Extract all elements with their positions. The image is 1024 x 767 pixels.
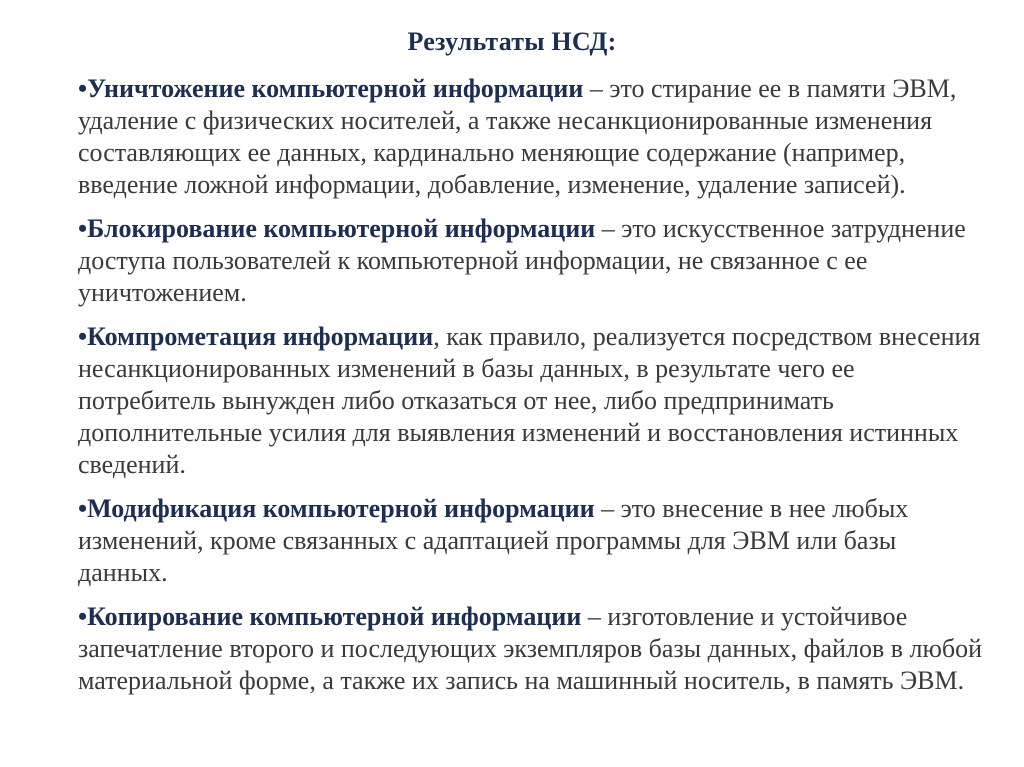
definition-blocking: – это искусственное затруднение доступа пользователей к компьютерной информации, не связанное с ее уничтожением. bbox=[78, 214, 966, 307]
list-item-blocking bbox=[78, 213, 983, 309]
list-item-modification bbox=[78, 493, 983, 589]
bullet-icon: • bbox=[78, 214, 88, 243]
bullet-icon: • bbox=[78, 494, 88, 523]
definition-modification: – это внесение в нее любых изменений, кроме связанных с адаптацией программы для ЭВМ или базы данных. bbox=[78, 494, 909, 587]
bullet-icon: • bbox=[78, 322, 88, 351]
term-destruction: Уничтожение компьютерной информации bbox=[87, 74, 584, 103]
definition-destruction: – это стирание ее в памяти ЭВМ, удаление с физических носителей, а также несанкционированные изменения составляющих ее данных, кардинально меняющие содержание (например, введение ложной информации, добавление, изменение, удаление записей). bbox=[78, 74, 957, 199]
list-item-copying bbox=[78, 601, 983, 697]
definition-copying: – изготовление и устойчивое запечатление второго и последующих экземпляров базы данных, файлов в любой материальной форме, а также их запись на машинный носитель, в память ЭВМ. bbox=[78, 602, 983, 695]
bullet-icon: • bbox=[78, 74, 88, 103]
slide-title: Результаты НСД: bbox=[407, 27, 617, 56]
definition-compromise: , как правило, реализуется посредством внесения несанкционированных изменений в базы данных, в результате чего ее потребитель вынужден либо отказаться от нее, либо предпринимать дополнительные усилия для выявления изменений и восстановления истинных сведений. bbox=[78, 322, 981, 479]
list-item-destruction bbox=[78, 73, 983, 201]
term-modification: Модификация компьютерной информации bbox=[87, 494, 595, 523]
term-copying: Копирование компьютерной информации bbox=[87, 602, 582, 631]
term-blocking: Блокирование компьютерной информации bbox=[87, 214, 596, 243]
list-item-compromise bbox=[78, 321, 983, 481]
definition-list bbox=[78, 73, 983, 709]
term-compromise: Компрометация информации bbox=[87, 322, 434, 351]
bullet-icon: • bbox=[78, 602, 88, 631]
